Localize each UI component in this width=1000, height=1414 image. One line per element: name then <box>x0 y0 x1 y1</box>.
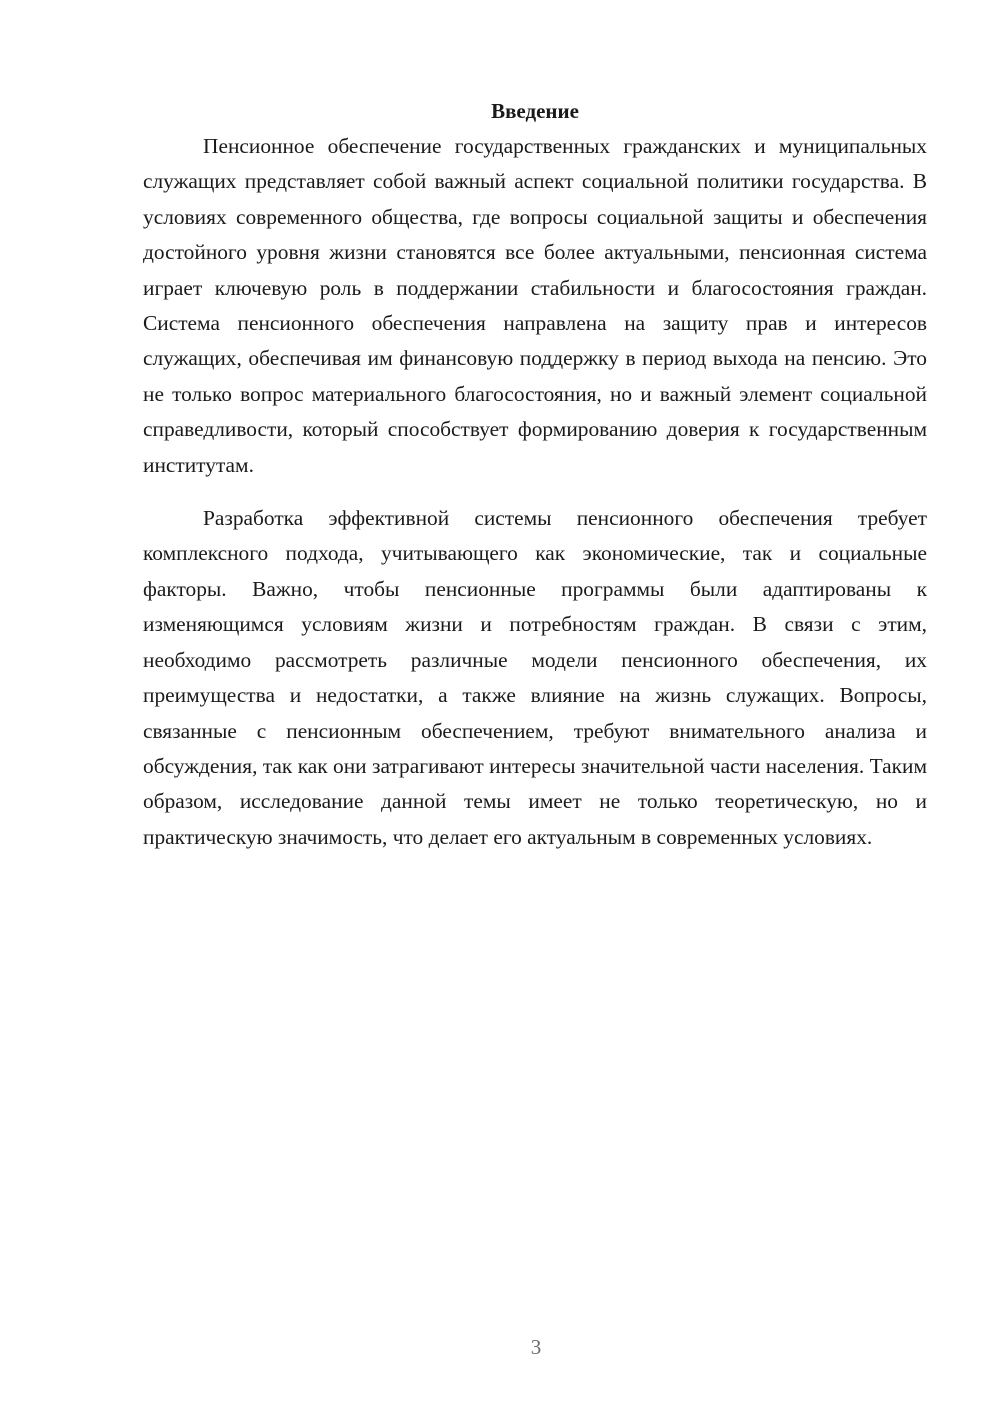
paragraph-1: Пенсионное обеспечение государственных гражданских и муниципальных служащих представляет собой важный аспект социальной политики государства. В условиях современного общества, где вопросы социальной защиты и обеспечения достойного уровня жизни становятся все более актуальными, пенсионная система играет ключевую роль в поддержании стабильности и благосостояния граждан. Система пенсионного обеспечения направлена на защиту прав и интересов служащих, обеспечивая им финансовую поддержку в период выхода на пенсию. Это не только вопрос материального благосостояния, но и важный элемент социальной справедливости, который способствует формированию доверия к государственным институтам. <box>143 134 927 477</box>
document-body <box>143 96 927 855</box>
paragraph-2: Разработка эффективной системы пенсионного обеспечения требует комплексного подхода, учитывающего как экономические, так и социальные факторы. Важно, чтобы пенсионные программы были адаптированы к изменяющимся условиям жизни и потребностям граждан. В связи с этим, необходимо рассмотреть различные модели пенсионного обеспечения, их преимущества и недостатки, а также влияние на жизнь служащих. Вопросы, связанные с пенсионным обеспечением, требуют внимательного анализа и обсуждения, так как они затрагивают интересы значительной части населения. Таким образом, исследование данной темы имеет не только теоретическую, но и практическую значимость, что делает его актуальным в современных условиях. <box>143 506 927 849</box>
page-number: 3 <box>530 1335 542 1359</box>
section-title: Введение <box>491 99 579 123</box>
